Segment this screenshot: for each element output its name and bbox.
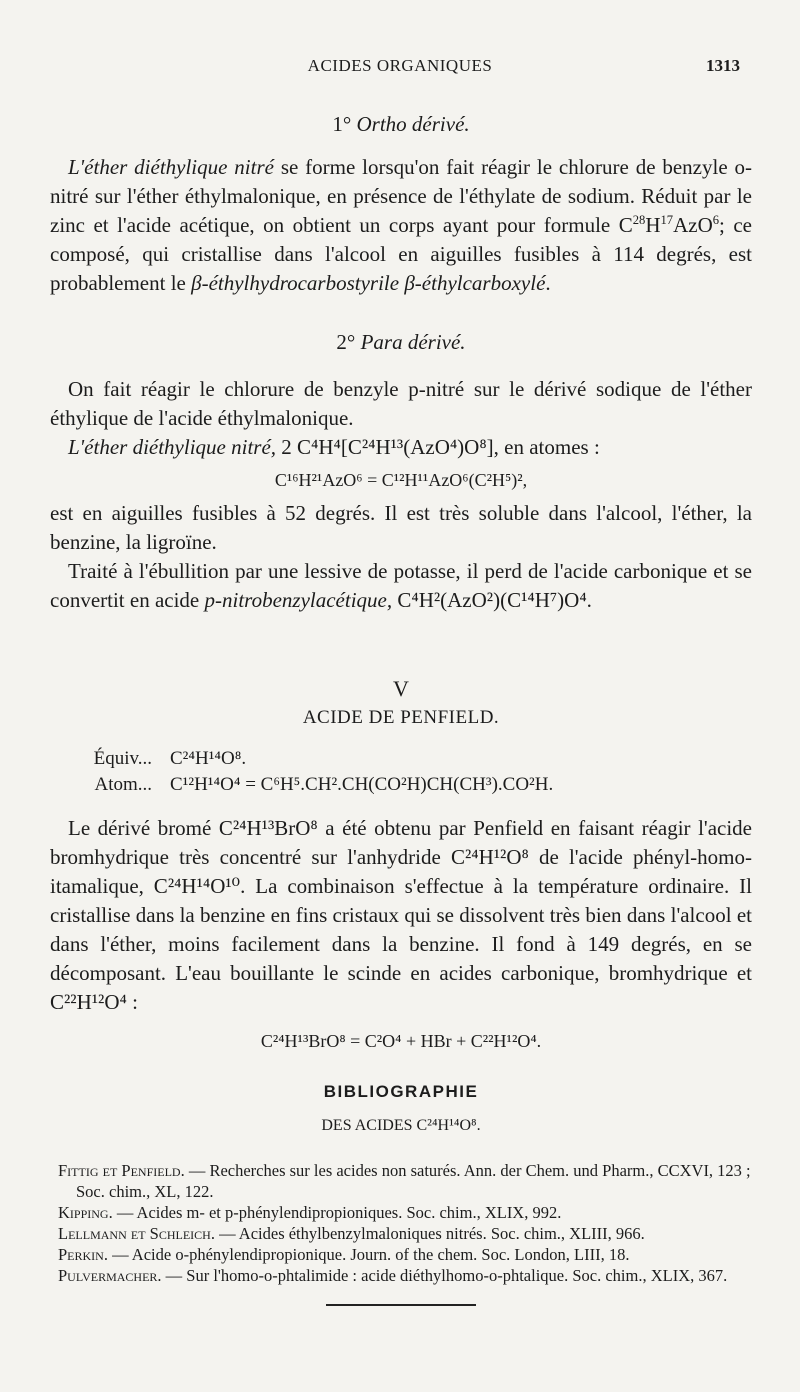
para-ether-term: L'éther diéthylique nitré, (68, 435, 277, 459)
closing-rule (326, 1304, 476, 1306)
ortho-heading-text: Ortho dérivé. (356, 112, 470, 136)
ortho-heading (50, 112, 752, 137)
entry-authors: Kipping. (58, 1203, 113, 1222)
atom-value: C¹²H¹⁴O⁴ = C⁶H⁵.CH².CH(CO²H)CH(CH³).CO²H. (170, 774, 554, 795)
equiv-label: Équiv... (93, 748, 152, 769)
para-paragraph-3: est en aiguilles fusibles à 52 degrés. Il est très soluble dans l'alcool, l'éther, la benzine, la ligroïne. (50, 501, 752, 554)
ortho-ether-term: L'éther diéthylique nitré (68, 155, 274, 179)
equiv-row (50, 746, 752, 772)
bibliography-entry (58, 1244, 752, 1265)
bibliography-entry (58, 1202, 752, 1223)
bibliography-entry (58, 1223, 752, 1244)
ortho-text-a: se forme lorsqu'on fait réagir le chlorure de benzyle o-nitré sur l'éther éthylmalonique, en présence de l'éthylate de sodium. Réduit par le zinc et l'acide acétique, on obtient un corps ayant pour formule (50, 155, 752, 237)
page-number: 1313 (706, 56, 740, 75)
entry-authors: Perkin. (58, 1245, 108, 1264)
atom-row (50, 772, 752, 798)
entry-text: — Recherches sur les acides non saturés. Ann. der Chem. und Pharm., CCXVI, 123 ; Soc. chim., XL, 122. (76, 1161, 751, 1201)
entry-authors: Pulvermacher. (58, 1266, 162, 1285)
entry-authors: Fittig et Penfield. (58, 1161, 185, 1180)
ortho-paragraph-block (50, 153, 752, 298)
bibliography-title: BIBLIOGRAPHIE (323, 1082, 479, 1101)
para-center-formula: C¹⁶H²¹AzO⁶ = C¹²H¹¹AzO⁶(C²H⁵)², (274, 470, 528, 490)
penfield-paragraph-block (50, 814, 752, 1052)
page-header (0, 56, 800, 82)
equiv-value: C²⁴H¹⁴O⁸. (170, 748, 247, 769)
entry-text: — Acide o-phénylendipropionique. Journ. of the chem. Soc. London, LIII, 18. (107, 1245, 630, 1264)
para-paragraph-block (50, 375, 752, 615)
para-paragraph-4: Traité à l'ébullition par une lessive de potasse, il perd de l'acide carbonique et se convertit en acide p-nitrobenzylacétique, C⁴H²(AzO²)(C¹⁴H⁷)O⁴. (50, 559, 752, 612)
bibliography-list (58, 1160, 752, 1286)
entry-text: — Sur l'homo-o-phtalimide : acide diéthylhomo-o-phtalique. Soc. chim., XLIX, 367. (161, 1266, 728, 1285)
para-acid-name: p-nitrobenzylacétique, (204, 588, 393, 612)
section-roman-numeral: V (393, 676, 409, 701)
entry-text: — Acides m- et p-phénylendipropioniques. Soc. chim., XLIX, 992. (112, 1203, 562, 1222)
section-title: ACIDE DE PENFIELD. (302, 707, 500, 728)
running-title: ACIDES ORGANIQUES (307, 56, 493, 75)
para-heading-num: 2° (336, 330, 356, 354)
entry-authors: Lellmann et Schleich. (58, 1224, 215, 1243)
penfield-equation: C²⁴H¹³BrO⁸ = C²O⁴ + HBr + C²²H¹²O⁴. (260, 1031, 542, 1051)
para-paragraph-2 (50, 433, 752, 462)
entry-text: — Acides éthylbenzylmaloniques nitrés. Soc. chim., XLIII, 966. (214, 1224, 645, 1243)
bibliography-entry (58, 1160, 752, 1202)
formula-table (50, 746, 752, 798)
para-heading-text: Para dérivé. (360, 330, 466, 354)
ortho-compound-name: β-éthylhydrocarbostyrile β-éthylcarboxylé (191, 271, 546, 295)
ortho-formula: $C^{28}H^{17}AzO^6$ (618, 213, 720, 237)
ortho-paragraph: L'éther diéthylique nitré se forme lorsqu'on fait réagir le chlorure de benzyle o-nitré sur l'éther éthylmalonique, en présence de l'éthylate de sodium. Réduit par le zinc et l'acide acétique, on obtient un corps ayant pour formule $C^{28}H^{17}AzO^6$; ce composé, qui cristallise dans l'alcool en aiguilles fusibles à 114 degrés, est probablement le β-éthylhydrocarbostyrile β-éthylcarboxylé. (50, 155, 752, 295)
para-formula-text: 2 C⁴H⁴[C²⁴H¹³(AzO⁴)O⁸], en atomes : (276, 435, 600, 459)
atom-label: Atom... (94, 774, 152, 795)
para-heading (50, 330, 752, 355)
para-paragraph-1: On fait réagir le chlorure de benzyle p-nitré sur le dérivé sodique de l'éther éthylique de l'acide éthylmalonique. (50, 377, 752, 430)
ortho-text-b: ; ce composé, qui cristallise dans l'alcool en aiguilles fusibles à 114 degrés, est probablement le (50, 213, 752, 295)
penfield-paragraph: Le dérivé bromé C²⁴H¹³BrO⁸ a été obtenu par Penfield en faisant réagir l'acide bromhydrique très concentré sur l'anhydride C²⁴H¹²O⁸ de l'acide phényl-homo-itamalique, C²⁴H¹⁴O¹⁰. La combinaison s'effectue à la température ordinaire. Il cristallise dans la benzine en fins cristaux qui se dissolvent très bien dans l'alcool et dans l'éther, moins facilement dans la benzine. Il fond à 149 degrés, en se décomposant. L'eau bouillante le scinde en acides carbonique, bromhydrique et C²²H¹²O⁴ : (50, 816, 752, 1014)
bibliography-subtitle: DES ACIDES C²⁴H¹⁴O⁸. (321, 1117, 481, 1134)
ortho-heading-num: 1° (332, 112, 352, 136)
bibliography-entry (58, 1265, 752, 1286)
